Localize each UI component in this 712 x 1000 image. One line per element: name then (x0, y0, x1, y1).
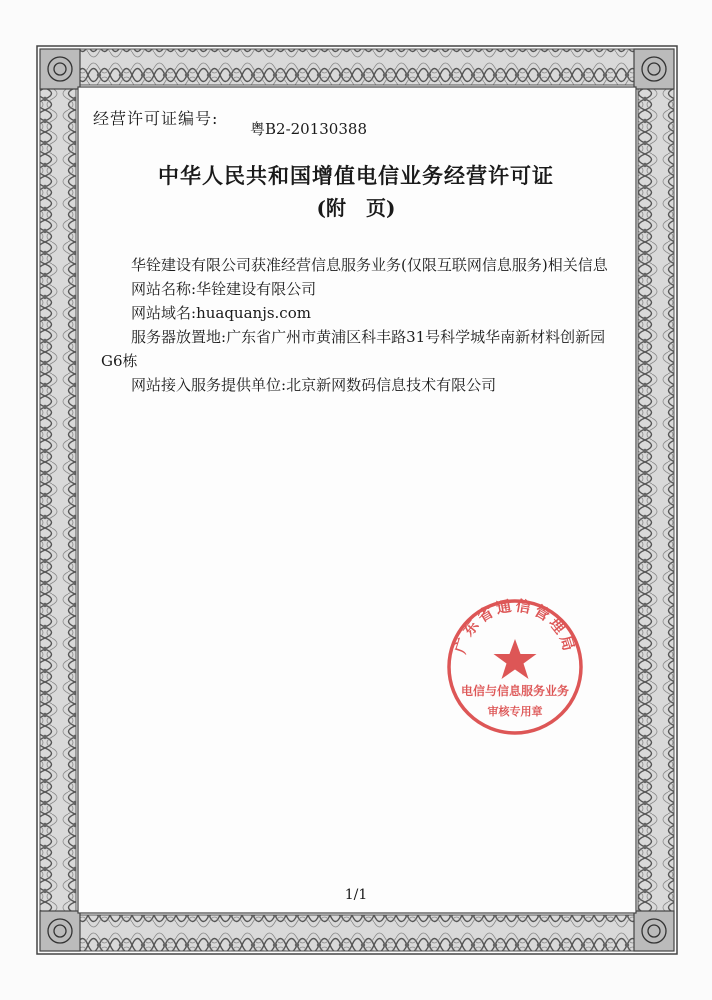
server-row (101, 325, 616, 373)
seal-outer-text: 广东省通信管理局 (451, 597, 579, 656)
provider-label: 网站接入服务提供单位: (131, 376, 287, 394)
domain-value: huaquanjs.com (196, 304, 311, 322)
document-subtitle: (附 页) (316, 196, 396, 220)
server-value: 广东省广州市黄浦区科丰路31号科学城华南新材料创新园G6栋 (101, 328, 606, 370)
seal-inner-text: 电信与信息服务业务 (460, 684, 570, 698)
official-seal (445, 597, 585, 737)
document-title: 中华人民共和国增值电信业务经营许可证 (158, 163, 554, 188)
page-number: 1/1 (344, 887, 368, 903)
site-name-label: 网站名称: (131, 280, 197, 298)
license-number: 粤B2-20130388 (250, 120, 367, 138)
seal-bottom-text: 审核专用章 (487, 705, 543, 718)
domain-label: 网站域名: (131, 304, 197, 322)
site-name-row (101, 277, 616, 301)
server-label: 服务器放置地: (131, 328, 227, 346)
license-number-label: 经营许可证编号: (93, 109, 219, 128)
provider-value: 北京新网数码信息技术有限公司 (286, 376, 497, 394)
domain-row (101, 301, 616, 325)
star-icon (494, 639, 537, 679)
license-details (101, 253, 616, 397)
provider-row (101, 373, 616, 397)
site-name-value: 华铨建设有限公司 (196, 280, 317, 298)
intro-text: 华铨建设有限公司获准经营信息服务业务(仅限互联网信息服务)相关信息 (131, 256, 608, 274)
